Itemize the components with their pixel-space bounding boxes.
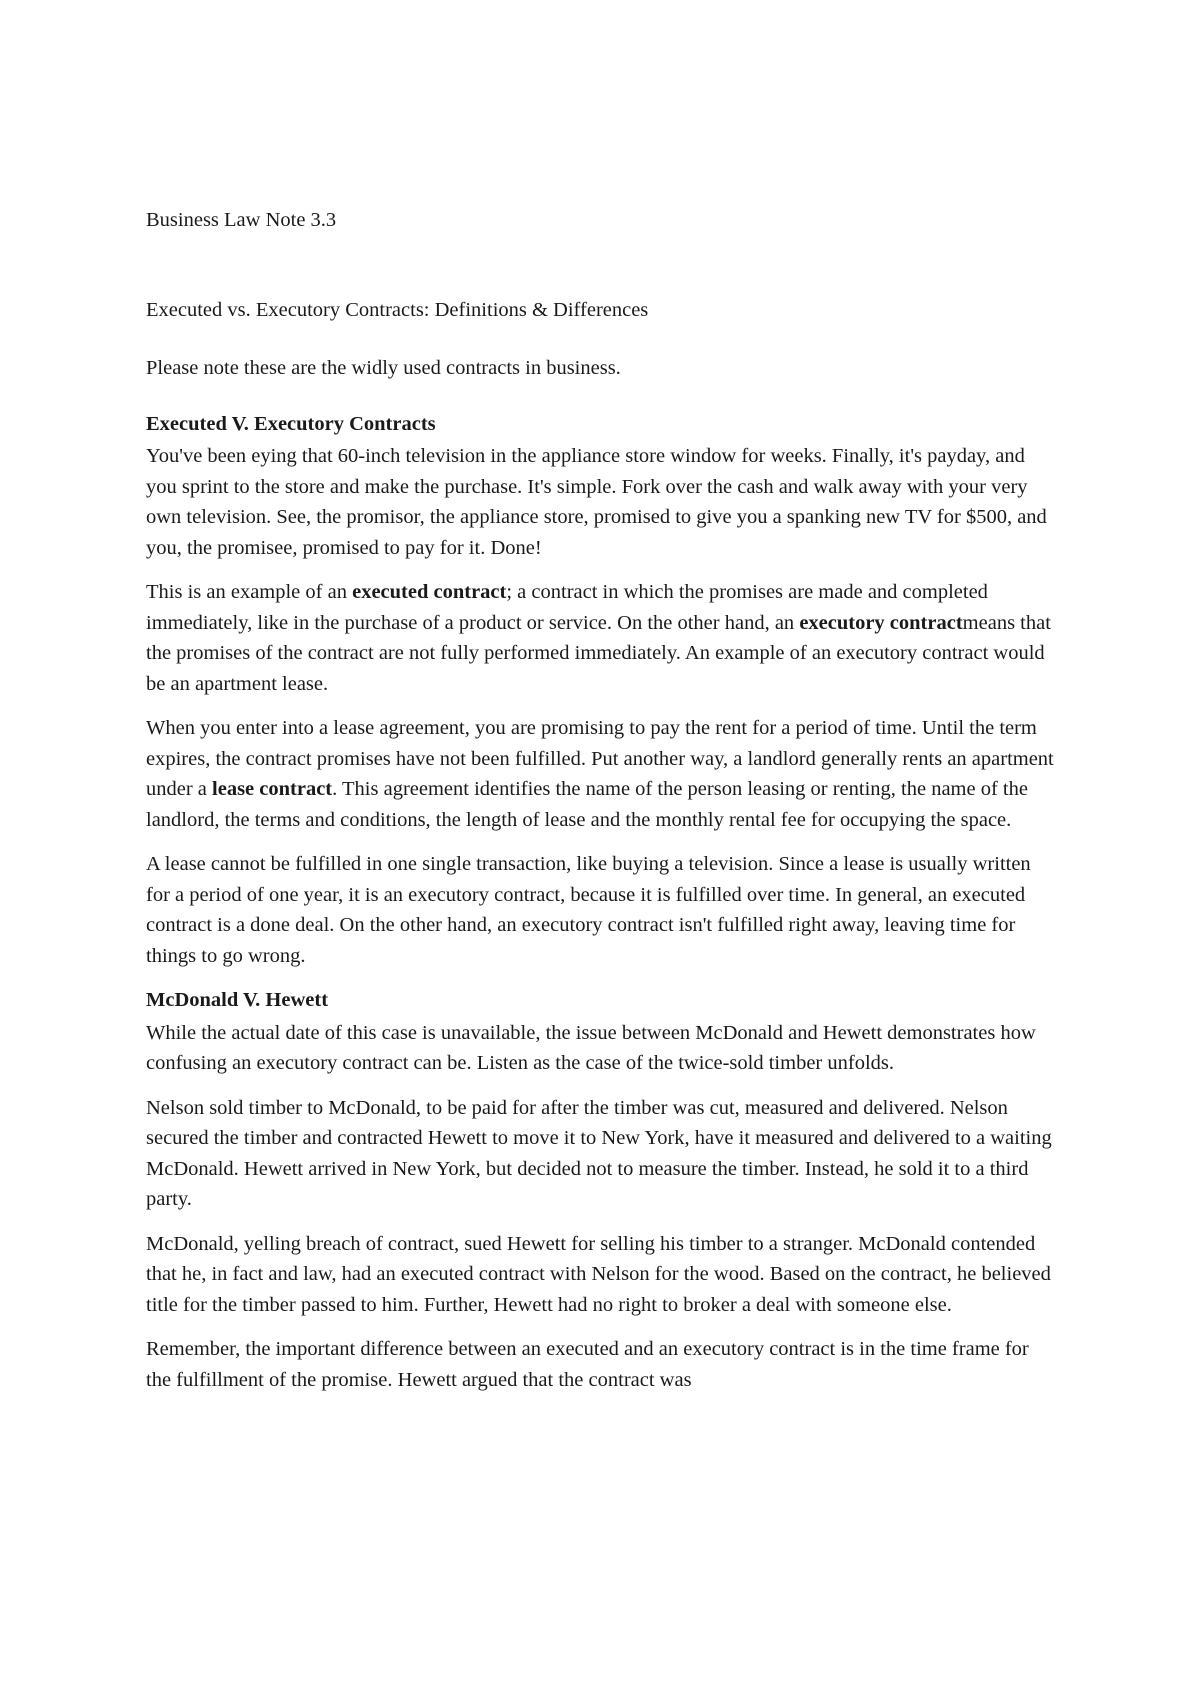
term-executed-contract: executed contract	[352, 581, 507, 603]
paragraph-case-intro: While the actual date of this case is unavailable, the issue between McDonald and Hewett demonstrates how confusing an executory contract can be. Listen as the case of the twice-sold timber unfolds.	[146, 1021, 1036, 1074]
text-span: . This agreement identifies the name of the person leasing or renting, the name of the landlord, the terms and conditions, the length of lease and the monthly rental fee for occupying the space.	[146, 778, 1028, 831]
document-subtitle: Executed vs. Executory Contracts: Definitions & Differences	[146, 298, 649, 321]
document-title: Business Law Note 3.3	[146, 209, 337, 231]
intro-text: Please note these are the widly used contracts in business.	[146, 357, 621, 379]
paragraph-mcdonald-claim: McDonald, yelling breach of contract, sued Hewett for selling his timber to a stranger. McDonald contended that he, in fact and law, had an executed contract with Nelson for the wood. Based on the contract, he believed title for the timber passed to him. Further, Hewett had no right to broker a deal with someone else.	[146, 1232, 1051, 1316]
text-span: When you enter into a lease agreement, you are promising to pay the rent for a period of time. Until the term expires, the contract promises have not been fulfilled. Put another way, a landlord generally rents an apartment under a	[146, 717, 1054, 800]
term-executory-contract: executory contract	[799, 611, 963, 634]
paragraph-case-facts: Nelson sold timber to McDonald, to be paid for after the timber was cut, measured and delivered. Nelson secured the timber and contracted Hewett to move it to New York, have it measured and delivered to a waiting McDonald. Hewett arrived in New York, but decided not to measure the timber. Instead, he sold it to a third party.	[146, 1096, 1052, 1210]
text-span: This is an example of an	[146, 581, 353, 603]
text-span: ; a contract in which the promises are made and completed immediately, like in the purchase of a product or service. On the other hand, an	[146, 581, 988, 634]
term-lease-contract: lease contract	[212, 778, 333, 800]
paragraph-executed-definition	[146, 577, 1056, 699]
text-span: means that the promises of the contract are not fully performed immediately. An example of an executory contract would be an apartment lease.	[146, 611, 1051, 695]
paragraph-time-frame: Remember, the important difference between an executed and an executory contract is in the time frame for the fulfillment of the promise. Hewett argued that the contract was	[146, 1338, 1029, 1391]
document-body	[146, 205, 1056, 1409]
paragraph-television-example: You've been eying that 60-inch television in the appliance store window for weeks. Finally, it's payday, and you sprint to the store and make the purchase. It's simple. Fork over the cash and walk away with your very own television. See, the promisor, the appliance store, promised to give you a spanking new TV for $500, and you, the promisee, promised to pay for it. Done!	[146, 445, 1047, 559]
section-heading-executed-vs-executory: Executed V. Executory Contracts	[146, 412, 436, 435]
paragraph-lease-agreement	[146, 713, 1056, 835]
paragraph-lease-fulfillment: A lease cannot be fulfilled in one single transaction, like buying a television. Since a lease is usually written for a period of one year, it is an executory contract, because it is fulfilled over time. In general, an executed contract is a done deal. On the other hand, an executory contract isn't fulfilled right away, leaving time for things to go wrong.	[146, 853, 1031, 967]
section-heading-mcdonald-v-hewett: McDonald V. Hewett	[146, 989, 329, 1011]
